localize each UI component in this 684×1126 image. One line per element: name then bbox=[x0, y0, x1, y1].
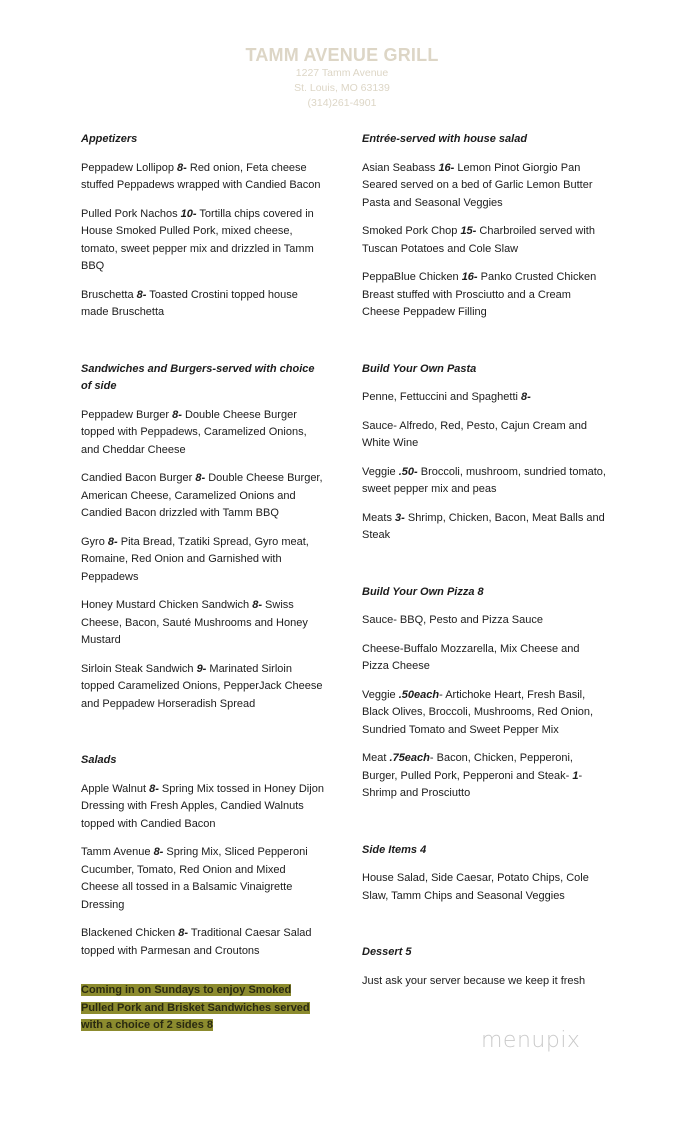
highlighted-note-text: Coming in on Sundays to enjoy Smoked Pulled Pork and Brisket Sandwiches served with a choice of 2 sides 8 bbox=[81, 984, 310, 1031]
item-description: Tortilla chips covered in House Smoked Pulled Pork, mixed cheese, tomato, sweet pepper mix and drizzled in Tamm BBQ bbox=[81, 207, 314, 272]
item-name: Just ask your server because we keep it fresh bbox=[362, 974, 586, 987]
item-description: Traditional Caesar Salad topped with Parmesan and Croutons bbox=[81, 927, 312, 957]
item-price: 8- bbox=[149, 782, 159, 795]
item-price: 16- bbox=[461, 271, 478, 283]
left-column bbox=[81, 131, 326, 960]
item-name: Penne, Fettuccini and Spaghetti bbox=[362, 391, 521, 403]
item-price: 8- bbox=[178, 927, 189, 939]
item-name: Apple Walnut bbox=[81, 782, 150, 795]
item-description: - Bacon, Chicken, Pepperoni, Burger, Pulled Pork, Pepperoni and Steak- bbox=[362, 752, 573, 782]
menu-item bbox=[81, 534, 326, 587]
item-name: Tamm Avenue bbox=[81, 846, 154, 858]
item-name: Peppadew Burger bbox=[81, 408, 173, 421]
section-heading-salads: Salads bbox=[81, 754, 117, 766]
phone-number: (314)261-4901 bbox=[307, 97, 377, 109]
section-heading-sandwiches: Sandwiches and Burgers-served with choice of side bbox=[81, 362, 315, 392]
menu-item bbox=[362, 223, 607, 258]
menu-item bbox=[362, 389, 607, 407]
menu-item bbox=[81, 407, 326, 460]
item-price: 8- bbox=[252, 599, 262, 611]
item-price: 10- bbox=[180, 207, 197, 220]
item-price: 8- bbox=[195, 472, 206, 484]
item-price: 8- bbox=[153, 846, 164, 858]
item-name: Smoked Pork Chop bbox=[362, 225, 461, 237]
item-description: Spring Mix tossed in Honey Dijon Dressing with Fresh Apples, Candied Walnuts topped with Candied Bacon bbox=[81, 782, 324, 830]
item-name: Meat bbox=[362, 752, 390, 764]
item-description: Shrimp, Chicken, Bacon, Meat Balls and Steak bbox=[362, 511, 605, 541]
item-price: 8- bbox=[521, 391, 531, 403]
item-description: Swiss Cheese, Bacon, Sauté Mushrooms and Honey Mustard bbox=[81, 599, 308, 646]
street-address: 1227 Tamm Avenue bbox=[295, 67, 389, 79]
item-name: Veggie bbox=[362, 465, 399, 478]
item-price: 15- bbox=[460, 225, 477, 237]
menu-item bbox=[81, 206, 326, 276]
menu-item bbox=[362, 687, 607, 740]
item-price: .50- bbox=[398, 465, 418, 478]
item-name: Meats bbox=[362, 511, 396, 524]
item-description: Lemon Pinot Giorgio Pan Seared served on a bed of Garlic Lemon Butter Pasta and Seasonal Veggies bbox=[362, 161, 593, 209]
item-name: Cheese-Buffalo Mozzarella, Mix Cheese and Pizza Cheese bbox=[362, 642, 580, 672]
item-price: .75each bbox=[389, 752, 430, 764]
item-name: Sauce- Alfredo, Red, Pesto, Cajun Cream and White Wine bbox=[362, 419, 588, 449]
section-heading-appetizers: Appetizers bbox=[81, 133, 138, 145]
item-name: PeppaBlue Chicken bbox=[362, 271, 462, 283]
restaurant-name: TAMM AVENUE GRILL bbox=[245, 45, 439, 65]
right-column bbox=[362, 131, 607, 990]
menu-item bbox=[81, 781, 326, 834]
item-description: Spring Mix, Sliced Pepperoni Cucumber, Tomato, Red Onion and Mixed Cheese all tossed in a Balsamic Vinaigrette Dressing bbox=[81, 846, 308, 911]
item-name: Veggie bbox=[362, 688, 399, 701]
item-name: Blackened Chicken bbox=[81, 927, 179, 939]
item-description: - Artichoke Heart, Fresh Basil, Black Olives, Broccoli, Mushrooms, Red Onion, Sundried Tomato and Sweet Pepper Mix bbox=[362, 688, 594, 736]
menu-item bbox=[362, 418, 607, 453]
item-name: Peppadew Lollipop bbox=[81, 161, 178, 174]
menu-item bbox=[362, 269, 607, 322]
menu-item bbox=[362, 464, 607, 499]
menu-item bbox=[362, 870, 607, 905]
menu-item bbox=[362, 750, 607, 803]
item-name: Sauce- BBQ, Pesto and Pizza Sauce bbox=[362, 614, 543, 626]
section-heading-entrees: Entrée-served with house salad bbox=[362, 133, 528, 145]
item-price: 3- bbox=[395, 511, 405, 524]
item-name: Pulled Pork Nachos bbox=[81, 207, 181, 220]
menu-item bbox=[81, 160, 326, 195]
section-heading-sides: Side Items 4 bbox=[362, 843, 427, 856]
menu-item bbox=[362, 641, 607, 676]
item-name: Bruschetta bbox=[81, 288, 137, 301]
city-address: St. Louis, MO 63139 bbox=[294, 82, 390, 94]
item-price-secondary: 1 bbox=[572, 769, 579, 782]
item-price: 16- bbox=[438, 161, 455, 174]
menu-item bbox=[362, 612, 607, 630]
item-name: Asian Seabass bbox=[362, 161, 439, 174]
menu-item bbox=[362, 973, 607, 991]
section-heading-pasta: Build Your Own Pasta bbox=[362, 362, 477, 375]
menu-header bbox=[0, 44, 684, 111]
menu-item bbox=[81, 661, 326, 714]
item-description: Pita Bread, Tzatiki Spread, Gyro meat, Romaine, Red Onion and Garnished with Peppadews bbox=[81, 535, 309, 583]
item-description: Double Cheese Burger topped with Peppadews, Caramelized Onions, and Cheddar Cheese bbox=[81, 408, 307, 456]
item-description: Panko Crusted Chicken Breast stuffed with Prosciutto and a Cream Cheese Peppadew Filling bbox=[362, 271, 597, 318]
section-heading-pizza: Build Your Own Pizza 8 bbox=[362, 585, 484, 598]
item-price: 8- bbox=[172, 408, 182, 421]
section-heading-dessert: Dessert 5 bbox=[362, 946, 412, 958]
item-price: 8- bbox=[177, 161, 187, 174]
item-price: 8- bbox=[136, 288, 147, 301]
item-description: Toasted Crostini topped house made Bruschetta bbox=[81, 288, 298, 318]
item-description: Charbroiled served with Tuscan Potatoes and Cole Slaw bbox=[362, 225, 595, 255]
item-name: Sirloin Steak Sandwich bbox=[81, 662, 197, 675]
menu-item bbox=[362, 160, 607, 213]
item-name: Candied Bacon Burger bbox=[81, 472, 196, 484]
item-description: Red onion, Feta cheese stuffed Peppadews wrapped with Candied Bacon bbox=[81, 161, 321, 191]
menu-item bbox=[81, 844, 326, 914]
sunday-special-note bbox=[81, 982, 326, 1035]
item-description: Marinated Sirloin topped Caramelized Onions, PepperJack Cheese and Peppadew Horseradish Spread bbox=[81, 662, 323, 710]
menu-item bbox=[81, 597, 326, 650]
item-name: Honey Mustard Chicken Sandwich bbox=[81, 599, 253, 611]
menu-item bbox=[362, 510, 607, 545]
item-name: House Salad, Side Caesar, Potato Chips, Cole Slaw, Tamm Chips and Seasonal Veggies bbox=[362, 872, 589, 902]
item-description: Double Cheese Burger, American Cheese, Caramelized Onions and Candied Bacon drizzled with Tamm BBQ bbox=[81, 472, 323, 519]
menu-item bbox=[81, 287, 326, 322]
menupix-watermark: menupix bbox=[481, 1028, 581, 1053]
menu-item bbox=[81, 925, 326, 960]
item-price: .50each bbox=[398, 688, 440, 701]
item-price: 8- bbox=[107, 535, 118, 548]
item-description-secondary: - Shrimp and Prosciutto bbox=[362, 769, 583, 799]
item-name: Gyro bbox=[81, 535, 108, 548]
item-price: 9- bbox=[196, 662, 207, 675]
menu-item bbox=[81, 470, 326, 523]
item-description: Broccoli, mushroom, sundried tomato, sweet pepper mix and peas bbox=[362, 465, 606, 495]
